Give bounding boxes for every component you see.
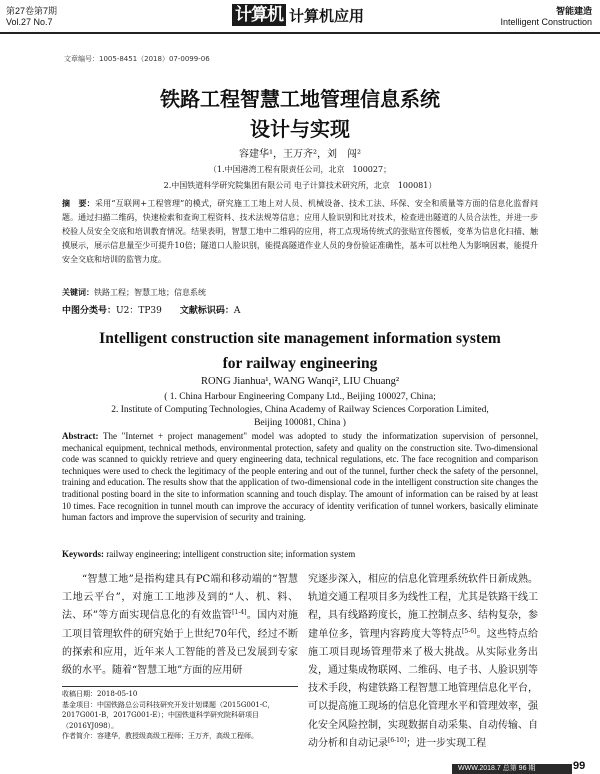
body-text: “智慧工地”是指构建具有PC端和移动端的“智慧工地云平台”，对施工工地涉及到的“人、机、料、法、环”等方面实现信息化的有效监管	[62, 574, 298, 622]
body-paragraph	[62, 571, 298, 680]
footnotes	[62, 689, 302, 742]
citation: [1-4]	[232, 609, 247, 617]
fund-info: 基金项目：中国铁路总公司科技研究开发计划课题（2015G001-C，2017G001-B，2017G001-E）；中国铁道科学研究院科研项目（2016YJ098）。	[62, 700, 275, 730]
header-rule	[0, 32, 600, 34]
section-name-en: Intelligent Construction	[500, 17, 592, 27]
body-text: 。这些特点给施工项目现场管理带来了极大挑战。从实际业务出发，通过集成物联网、二维码、电子书、人脸识别等技术手段，构建铁路工程智慧工地管理信息化平台，可以提高施工现场的信息化管理水平和管理效率，强化安全风险控制，实现数据自动采集、自动传输、自动分析和自动记录	[308, 628, 539, 749]
body-column-left	[62, 571, 298, 680]
en-keywords	[62, 549, 355, 559]
cn-classification	[62, 303, 240, 316]
en-affiliation-1: ( 1. China Harbour Engineering Company Ltd., Beijing 100027, China;	[164, 392, 436, 402]
en-abstract-label: Abstract:	[62, 431, 99, 441]
en-authors: RONG Jianhua¹, WANG Wanqi², LIU Chuang²	[200, 376, 400, 387]
cn-affiliation-1: （1.中国港湾工程有限责任公司，北京 100027；	[208, 165, 392, 174]
cn-abstract-label: 摘 要：	[62, 199, 95, 208]
citation: [6-10]	[388, 736, 407, 744]
body-column-right	[308, 571, 538, 753]
cn-title-line2: 设计与实现	[250, 117, 350, 141]
en-title-line2: for railway engineering	[222, 355, 378, 372]
body-paragraph	[308, 571, 538, 753]
journal-logo	[232, 3, 372, 27]
received-date: 收稿日期：2018-05-10	[62, 690, 138, 698]
cn-abstract-text: 采用“互联网+工程管理”的模式，研究施工工地上对人员、机械设备、技术工法、环保、安全和质量等方面的信息化监督问题。通过扫描二维码，快速检索和查询工程资料、技术法规等信息；应用人脸识别和比对技术，检查进出隧道的人员合法性，并进一步校验人员安全交底和培训教育情况。结果表明，智慧工地中二维码的应用，将工点现场传统式的张贴宣传图板，变革为信息化扫描、触摸展示，展示信息量至少可提升10倍；隧道口人脸识别，能提高隧道作业人员的身份验证准确性，基本可以杜绝人为影响因素，能提升安全交底和培训的监管力度。	[62, 199, 538, 264]
en-abstract	[62, 431, 538, 524]
article-number: 文章编号：1005-8451（2018）07-0099-06	[64, 55, 210, 63]
class-value: U2：TP39	[116, 306, 162, 316]
cn-affiliation-2: 2.中国铁道科学研究院集团有限公司 电子计算技术研究所，北京 100081）	[163, 181, 437, 190]
en-abstract-text: The "Internet + project management" model was adopted to study the informatization supervision of personnel, mechanical equipment, technical methods, environmental protection, safety and quality on the construction site. Two-dimensional code was scanned to quickly retrieve and query engineering data, technical regulations, etc. The face recognition and comparison techniques were used to check the legitimacy of the people entering and out of the tunnel, further check the safety of the personnel, training and education. The results show that the application of two-dimensional code in the intelligent construction site changes the traditional posting board in the site to information scanning and touch display. The amount of information can be raised by at least 10 times. Face recognition in tunnel mouth can improve the accuracy of identity verification of tunnel workers, basically eliminate human factors and improve the supervision of security and training.	[62, 431, 538, 523]
en-affiliation-2: 2. Institute of Computing Technologies, China Academy of Railway Sciences Corporation Limited,	[111, 405, 489, 415]
volume-number: Vol.27 No.7	[6, 17, 53, 27]
cn-keywords	[62, 287, 206, 298]
issue-number: 第27卷第7期	[6, 6, 58, 16]
citation: [5-6]	[462, 627, 477, 635]
footer-banner: WWW.2018.7 总第 96 期	[452, 764, 572, 774]
cn-keywords-label: 关键词：	[62, 288, 94, 297]
body-text: 究逐步深入，相应的信息化管理系统软件日新成熟。轨道交通工程项目多为线性工程，尤其是铁路干线工程，具有线路跨度长，施工控制点多、结构复杂，参建单位多，管理内容跨度大等特点	[308, 574, 538, 640]
en-keywords-text: railway engineering; intelligent construction site; information system	[106, 549, 356, 559]
page-number: 99	[573, 760, 586, 772]
section-info	[500, 6, 592, 28]
doc-code-label: 文献标识码：	[179, 306, 234, 316]
cn-abstract	[62, 197, 538, 267]
class-label: 中图分类号：	[62, 306, 117, 316]
footnote-rule	[62, 686, 298, 687]
en-affiliation-3: Beijing 100081, China )	[254, 418, 346, 428]
author-bio: 作者简介：容建华，教授级高级工程师；王万齐，高级工程师。	[62, 732, 258, 740]
issue-info	[6, 6, 57, 28]
en-title-line1: Intelligent construction site management information system	[99, 330, 501, 347]
doc-code-value: A	[233, 306, 241, 316]
en-keywords-label: Keywords:	[62, 549, 104, 559]
journal-name: 计算机应用	[289, 6, 365, 25]
cn-title-line1: 铁路工程智慧工地管理信息系统	[160, 87, 440, 111]
body-text: ；进一步实现工程	[406, 737, 487, 749]
body-text: 。国内对施工项目管理软件的研究始于上世纪70年代，经过不断的探索和应用，近年来人工智能的普及已发展到专家级的水平。随着“智慧工地”方面的应用研	[62, 610, 298, 677]
cn-authors: 容建华¹，王万齐²，刘 闯²	[238, 149, 362, 160]
cn-keywords-text: 铁路工程；智慧工地；信息系统	[94, 288, 206, 297]
section-name: 智能建造	[555, 6, 592, 16]
logo-mark: 计算机	[232, 4, 286, 26]
journal-header	[0, 0, 600, 36]
